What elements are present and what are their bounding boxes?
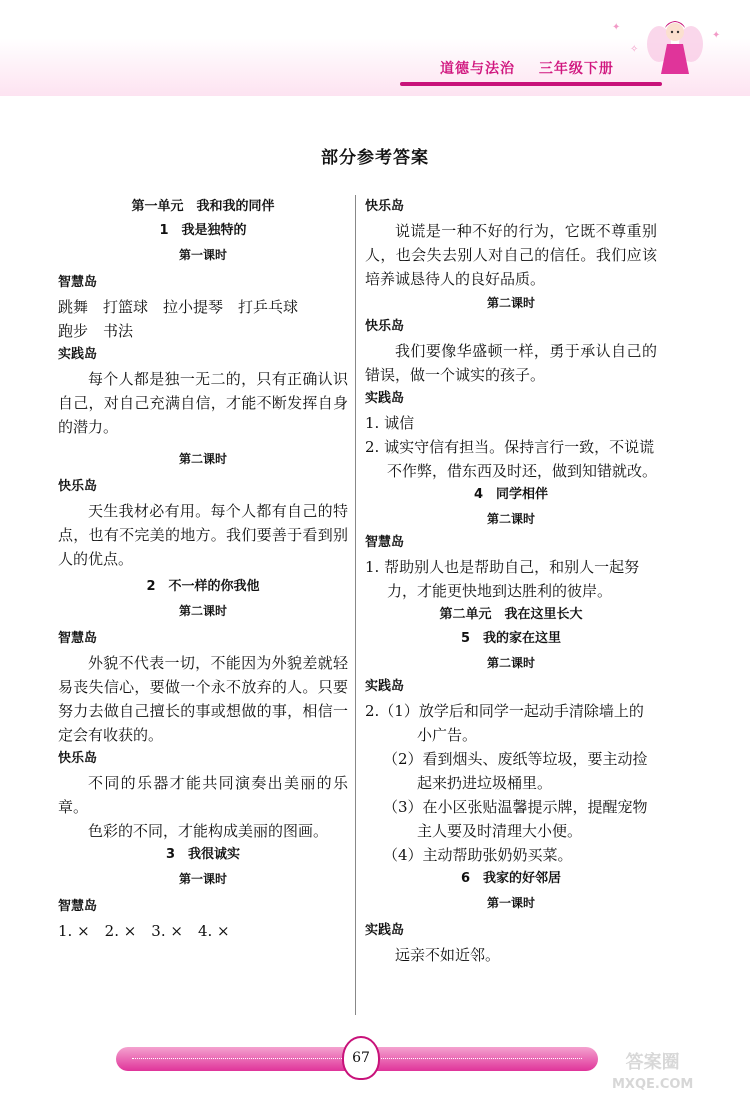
lesson-heading: 6 我家的好邻居 xyxy=(460,871,562,886)
header-rule xyxy=(400,82,662,86)
answer-text: 跑步 书法 xyxy=(58,322,134,340)
answer-item: 1. 诚信 xyxy=(365,414,415,432)
sparkle-icon: ✧ xyxy=(630,44,639,55)
period-heading: 第一课时 xyxy=(486,896,535,910)
answer-text: 天生我材必有用。每个人都有自己的特点，也有不完美的地方。我们要善于看到别人的优点。 xyxy=(58,502,348,568)
sparkle-icon: ✦ xyxy=(612,22,621,33)
fairy-icon xyxy=(645,14,705,84)
section-label: 快乐岛 xyxy=(58,479,98,494)
sparkle-icon: ✦ xyxy=(712,30,721,41)
section-label: 智慧岛 xyxy=(58,631,98,646)
period-heading: 第一课时 xyxy=(178,248,227,262)
lesson-heading: 1 我是独特的 xyxy=(159,223,247,238)
section-label: 实践岛 xyxy=(365,679,405,694)
answer-text: 每个人都是独一无二的，只有正确认识自己，对自己充满自信，才能不断发挥自身的潜力。 xyxy=(58,370,348,436)
unit-heading: 第二单元 我在这里长大 xyxy=(439,607,583,622)
unit-heading: 第一单元 我和我的同伴 xyxy=(131,199,275,214)
page-title: 部分参考答案 xyxy=(321,148,429,168)
answer-text: 我们要像华盛顿一样，勇于承认自己的错误，做一个诚实的孩子。 xyxy=(365,342,657,384)
section-label: 实践岛 xyxy=(58,347,98,362)
answer-item: 2. 诚实守信有担当。保持言行一致，不说谎不作弊，借东西及时还，做到知错就改。 xyxy=(365,438,658,480)
period-heading: 第二课时 xyxy=(486,656,535,670)
page-number: 67 xyxy=(342,1036,380,1080)
answer-text: 外貌不代表一切，不能因为外貌差就轻易丧失信心，要做一个永不放弃的人。只要努力去做自己擅长的事或想做的事，相信一定会有收获的。 xyxy=(58,654,348,744)
section-label: 快乐岛 xyxy=(365,199,405,214)
answer-item: 2.（1）放学后和同学一起动手清除墙上的小广告。 xyxy=(365,702,644,744)
answer-text: 色彩的不同，才能构成美丽的图画。 xyxy=(88,822,329,840)
section-label: 实践岛 xyxy=(365,391,405,406)
header-text xyxy=(440,58,632,78)
watermark-line2: MXQE.COM xyxy=(612,1077,694,1092)
answer-text: 跳舞 打篮球 拉小提琴 打乒乓球 xyxy=(58,298,299,316)
left-column xyxy=(58,195,348,943)
section-label: 实践岛 xyxy=(365,923,405,938)
column-divider xyxy=(355,195,356,1015)
answer-item: （2）看到烟头、废纸等垃圾，要主动捡起来扔进垃圾桶里。 xyxy=(383,750,648,792)
period-heading: 第二课时 xyxy=(178,452,227,466)
section-label: 智慧岛 xyxy=(58,899,98,914)
watermark xyxy=(612,1052,693,1096)
period-heading: 第一课时 xyxy=(178,872,227,886)
answer-item: （3）在小区张贴温馨提示牌，提醒宠物主人要及时清理大小便。 xyxy=(383,798,648,840)
lesson-heading: 2 不一样的你我他 xyxy=(146,579,260,594)
lesson-heading: 5 我的家在这里 xyxy=(460,631,562,646)
answer-text: 不同的乐器才能共同演奏出美丽的乐章。 xyxy=(58,774,348,816)
lesson-heading: 3 我很诚实 xyxy=(165,847,241,862)
answer-item: （4）主动帮助张奶奶买菜。 xyxy=(383,846,573,864)
period-heading: 第二课时 xyxy=(486,512,535,526)
answer-text: 远亲不如近邻。 xyxy=(395,946,501,964)
answer-item: 1. 帮助别人也是帮助自己，和别人一起努力，才能更快地到达胜利的彼岸。 xyxy=(365,558,640,600)
section-label: 快乐岛 xyxy=(365,319,405,334)
answer-text: 1. × 2. × 3. × 4. × xyxy=(58,922,230,940)
answer-text: 说谎是一种不好的行为，它既不尊重别人，也会失去别人对自己的信任。我们应该培养诚恳待人的良好品质。 xyxy=(365,222,657,288)
section-label: 快乐岛 xyxy=(58,751,98,766)
subject-label: 道德与法治 xyxy=(440,61,515,77)
period-heading: 第二课时 xyxy=(178,604,227,618)
section-label: 智慧岛 xyxy=(58,275,98,290)
period-heading: 第二课时 xyxy=(486,296,535,310)
watermark-line1: 答案圈 xyxy=(625,1052,680,1073)
right-column xyxy=(365,195,657,967)
section-label: 智慧岛 xyxy=(365,535,405,550)
grade-label: 三年级下册 xyxy=(538,61,614,77)
lesson-heading: 4 同学相伴 xyxy=(473,487,549,502)
